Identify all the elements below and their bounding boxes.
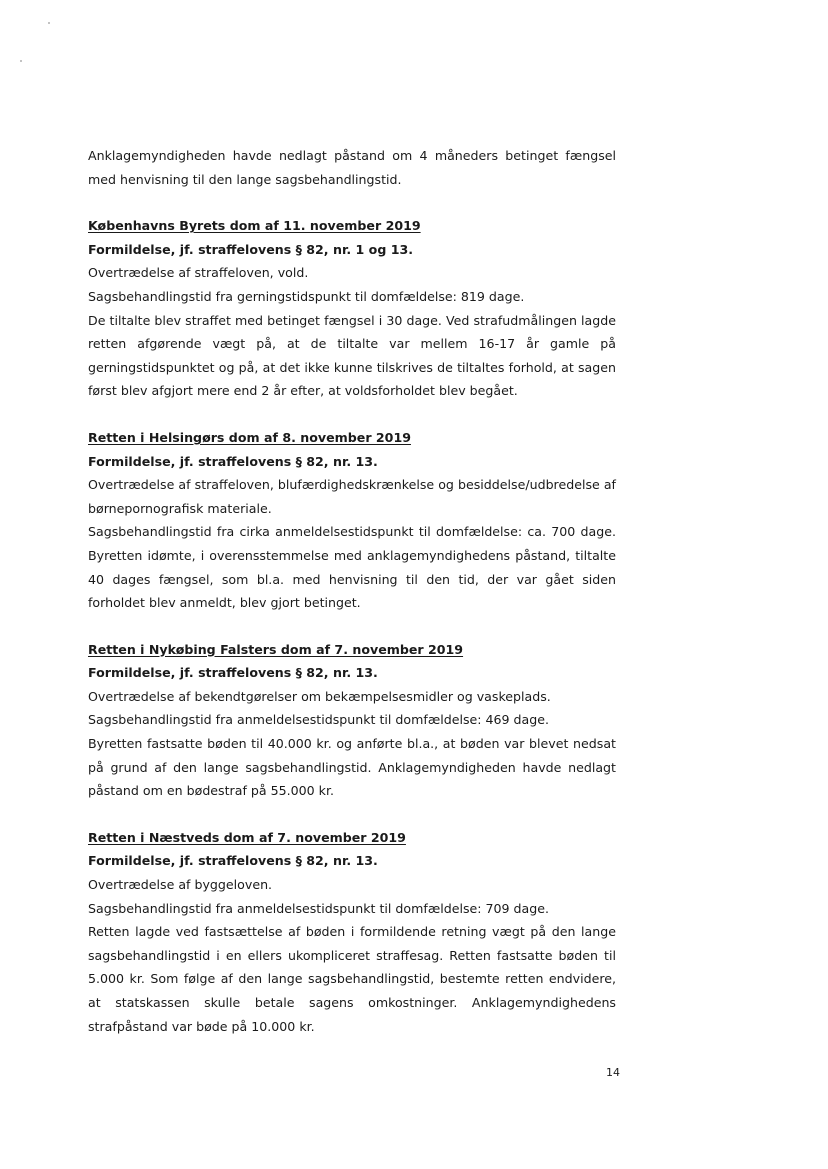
intro-paragraph: Anklagemyndigheden havde nedlagt påstand om 4 måneders betinget fængsel med henvisning til den lange sagsbehandlingstid. bbox=[88, 148, 616, 187]
section-subheading: Formildelse, jf. straffelovens § 82, nr. 13. bbox=[88, 853, 378, 869]
judgment-section-nykoebing-falster bbox=[88, 638, 616, 803]
section-subheading: Formildelse, jf. straffelovens § 82, nr. 13. bbox=[88, 453, 378, 469]
offense-line: Overtrædelse af straffeloven, vold. bbox=[88, 265, 309, 281]
duration-line: Sagsbehandlingstid fra gerningstidspunkt til domfældelse: 819 dage. bbox=[88, 288, 525, 304]
section-heading: Københavns Byrets dom af 11. november 2019 bbox=[88, 218, 421, 234]
offense-line: Overtrædelse af straffeloven, blufærdighedskrænkelse og besiddelse/udbredelse af børnepornografisk materiale. bbox=[88, 477, 616, 516]
section-heading: Retten i Helsingørs dom af 8. november 2019 bbox=[88, 429, 411, 445]
section-subheading: Formildelse, jf. straffelovens § 82, nr. 1 og 13. bbox=[88, 241, 414, 257]
section-heading: Retten i Nykøbing Falsters dom af 7. november 2019 bbox=[88, 641, 464, 657]
description-paragraph: Retten lagde ved fastsættelse af bøden i formildende retning vægt på den lange sagsbehandlingstid i en ellers ukompliceret straffesag. Retten fastsatte bøden til 5.000 kr. Som følge af den lange sagsbehandlingstid, bestemte retten endvidere, at statskassen skulle betale sagens omkostninger. Anklagemyndighedens strafpåstand var bøde på 10.000 kr. bbox=[88, 924, 616, 1034]
duration-line: Sagsbehandlingstid fra anmeldelsestidspunkt til domfældelse: 469 dage. bbox=[88, 712, 549, 728]
description-paragraph: De tiltalte blev straffet med betinget fængsel i 30 dage. Ved strafudmålingen lagde retten afgørende vægt på, at de tiltalte var mellem 16-17 år gamle på gerningstidspunktet og på, at det ikke kunne tilskrives de tiltaltes forhold, at sagen først blev afgjort mere end 2 år efter, at voldsforholdet blev begået. bbox=[88, 312, 616, 399]
page-body bbox=[88, 144, 616, 1038]
judgment-section-helsingoer bbox=[88, 426, 616, 615]
judgment-section-copenhagen bbox=[88, 214, 616, 403]
description-paragraph: Byretten fastsatte bøden til 40.000 kr. og anførte bl.a., at bøden var blevet nedsat på grund af den lange sagsbehandlingstid. Anklagemyndigheden havde nedlagt påstand om en bødestraf på 55.000 kr. bbox=[88, 736, 616, 799]
section-heading: Retten i Næstveds dom af 7. november 2019 bbox=[88, 829, 406, 845]
section-subheading: Formildelse, jf. straffelovens § 82, nr. 13. bbox=[88, 665, 378, 681]
offense-line: Overtrædelse af byggeloven. bbox=[88, 877, 273, 893]
judgment-section-naestved bbox=[88, 826, 616, 1038]
scan-speck bbox=[20, 60, 22, 62]
duration-line: Sagsbehandlingstid fra anmeldelsestidspunkt til domfældelse: 709 dage. bbox=[88, 900, 549, 916]
offense-line: Overtrædelse af bekendtgørelser om bekæmpelsesmidler og vaskeplads. bbox=[88, 688, 551, 704]
description-paragraph: Sagsbehandlingstid fra cirka anmeldelsestidspunkt til domfældelse: ca. 700 dage. Byretten idømte, i overensstemmelse med anklagemyndighedens påstand, tiltalte 40 dages fængsel, som bl.a. med henvisning til den tid, der var gået siden forholdet blev anmeldt, blev gjort betinget. bbox=[88, 524, 616, 611]
scan-speck bbox=[48, 22, 50, 24]
page-number: 14 bbox=[606, 1066, 620, 1079]
